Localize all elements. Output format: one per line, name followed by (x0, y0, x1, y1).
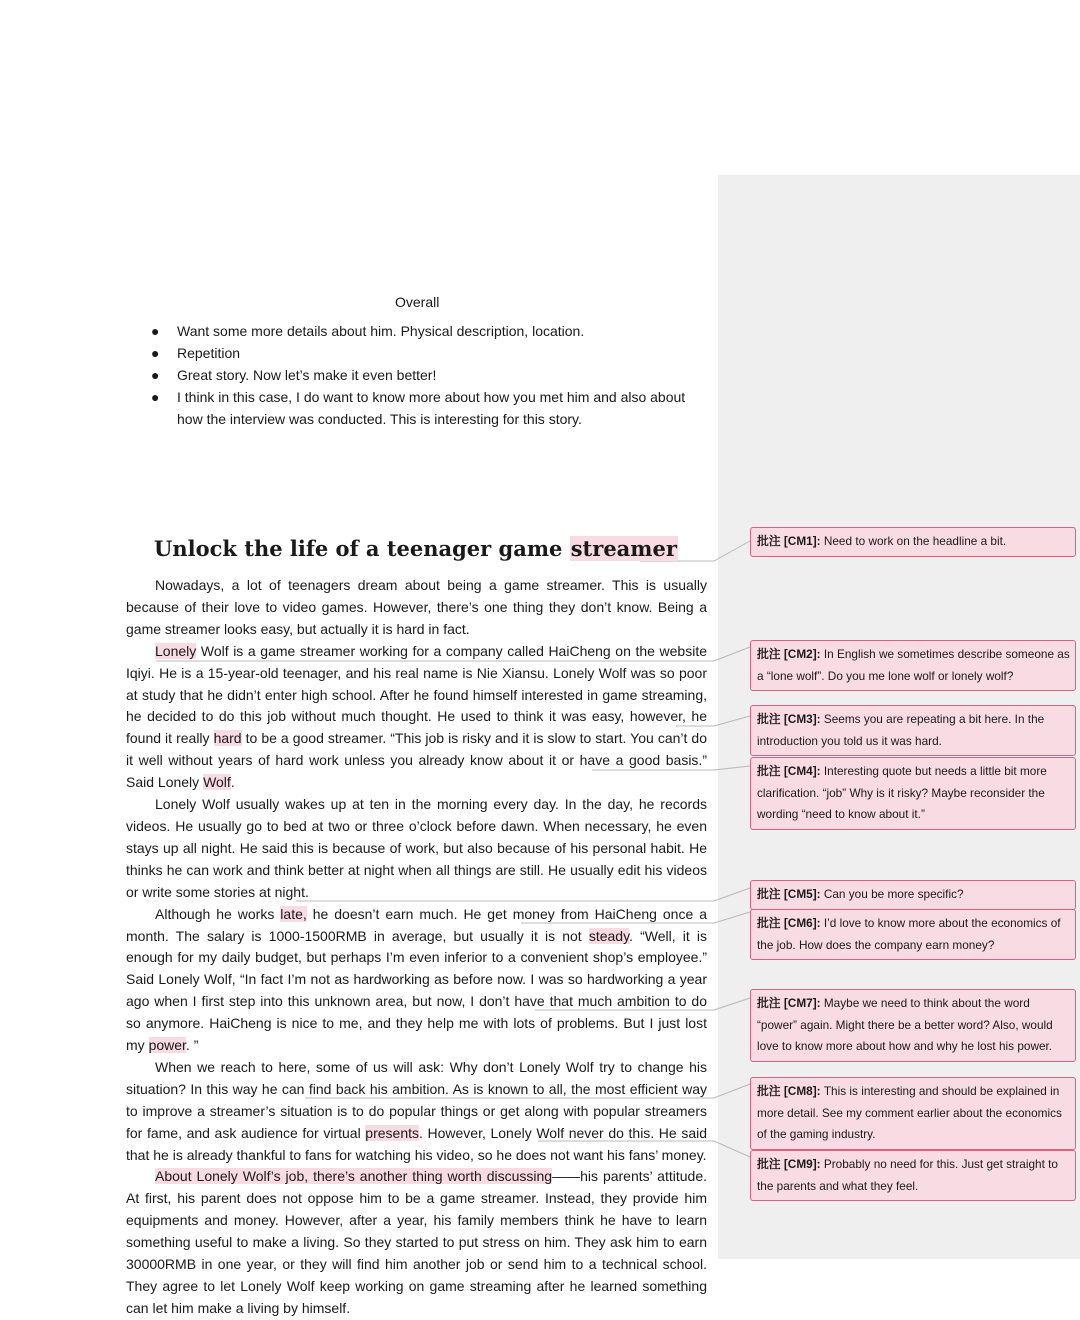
highlight-cm1[interactable]: streamer (570, 536, 677, 561)
article-body (126, 575, 707, 1320)
paragraph-1: Nowadays, a lot of teenagers dream about being a game streamer. This is usually because of their love to video games. However, there’s one thing they don’t know. Being a game streamer looks easy, but actually it is hard in fact. (126, 577, 707, 637)
list-item: ● Repetition (148, 342, 710, 364)
bullet-icon: ● (151, 367, 160, 383)
comment-cm4[interactable]: 批注 [CM4]: Interesting quote but needs a little bit more clarification. “job” Why is it risky? Maybe reconsider the wording “need to know about it.” (750, 757, 1076, 830)
highlight-cm4[interactable]: Wolf (203, 774, 231, 791)
list-item: ● Great story. Now let’s make it even better! (148, 364, 710, 386)
article-headline: Unlock the life of a teenager game streamer (154, 536, 677, 561)
bullet-icon: ● (151, 345, 160, 361)
bullet-icon: ● (151, 389, 160, 405)
paragraph-5: When we reach to here, some of us will ask: Why don’t Lonely Wolf try to change his situation? In this way he can find back his ambition. As is known to all, the most efficient way to improve a streamer’s situation is to do popular things or get along with popular streamers for fame, and ask audience for virtual presents. However, Lonely Wolf never do this. He said that he is already thankful to fans for watching his video, so he does not want his fans’ money. (126, 1058, 707, 1163)
highlight-cm9[interactable]: About Lonely Wolf’s job, there’s another thing worth discussing (155, 1168, 553, 1185)
list-item: ● Want some more details about him. Physical description, location. (148, 320, 710, 342)
comment-cm7[interactable]: 批注 [CM7]: Maybe we need to think about the word “power” again. Might there be a better word? Also, would love to know more about how and why he lost his power. (750, 989, 1076, 1062)
comment-cm8[interactable]: 批注 [CM8]: This is interesting and should be explained in more detail. See my comment earlier about the economics of the gaming industry. (750, 1077, 1076, 1150)
comment-cm3[interactable]: 批注 [CM3]: Seems you are repeating a bit here. In the introduction you told us it was hard. (750, 705, 1076, 756)
highlight-cm8[interactable]: presents (365, 1124, 419, 1141)
highlight-cm3[interactable]: hard (213, 730, 242, 747)
overall-bullet-list (148, 320, 710, 430)
comment-cm1[interactable]: 批注 [CM1]: Need to work on the headline a bit. (750, 527, 1076, 557)
highlight-cm2[interactable]: Lonely (155, 642, 197, 659)
highlight-cm6[interactable]: steady (588, 927, 630, 944)
comment-cm5[interactable]: 批注 [CM5]: Can you be more specific? (750, 880, 1076, 910)
comment-cm9[interactable]: 批注 [CM9]: Probably no need for this. Just get straight to the parents and what they feel. (750, 1150, 1076, 1201)
bullet-icon: ● (151, 323, 160, 339)
paragraph-4: Although he works late, he doesn’t earn much. He get money from HaiCheng once a month. The salary is 1000-1500RMB in average, but usually it is not steady. “Well, it is enough for my daily budget, but perhaps I’m even inferior to a convenient shop’s employee.” Said Lonely Wolf, “In fact I’m not as hardworking as before now. I was so hardworking a year ago when I first step into this unknown area, but now, I don’t have that much ambition to do so anymore. HaiCheng is nice to me, and they help me with lots of problems. But I just lost my power. ” (126, 905, 707, 1054)
highlight-cm5[interactable]: late, (280, 905, 307, 922)
overall-heading: Overall (395, 294, 440, 310)
paragraph-6: About Lonely Wolf’s job, there’s another thing worth discussing——his parents’ attitude. At first, his parent does not oppose him to be a game streamer. Instead, they provide him equipments and money. However, after a year, his family members think he have to learn something useful to make a living. So they started to put stress on him. They ask him to earn 30000RMB in one year, or they will find him another job or send him to a technical school. They agree to let Lonely Wolf keep working on game streaming after he learned something can let him make a living by himself. (126, 1168, 707, 1316)
paragraph-3: Lonely Wolf usually wakes up at ten in the morning every day. In the day, he records videos. He usually go to bed at two or three o’clock before dawn. When necessary, he even stays up all night. He said this is because of work, but also because of his personal habit. He thinks he can work and think better at night when all things are still. He usually edit his videos or write some stories at night. (126, 796, 707, 900)
paragraph-2: Lonely Wolf is a game streamer working for a company called HaiCheng on the website Iqiyi. He is a 15-year-old teenager, and his real name is Nie Xiansu. Lonely Wolf was so poor at study that he didn’t enter high school. After he found himself interested in game streaming, he decided to do this job without much thought. He used to think it was easy, however, he found it really hard to be a good streamer. “This job is risky and it is slow to start. You can’t do it well without years of hard work unless you already know about it or have a good basis.” Said Lonely Wolf. (126, 642, 707, 791)
highlight-cm7[interactable]: power (148, 1037, 186, 1054)
comment-cm2[interactable]: 批注 [CM2]: In English we sometimes describe someone as a “lone wolf”. Do you me lone wolf or lonely wolf? (750, 640, 1076, 691)
comment-cm6[interactable]: 批注 [CM6]: I’d love to know more about the economics of the job. How does the company earn money? (750, 909, 1076, 960)
list-item: ● I think in this case, I do want to know more about how you met him and also about how the interview was conducted. This is interesting for this story. (148, 386, 710, 430)
